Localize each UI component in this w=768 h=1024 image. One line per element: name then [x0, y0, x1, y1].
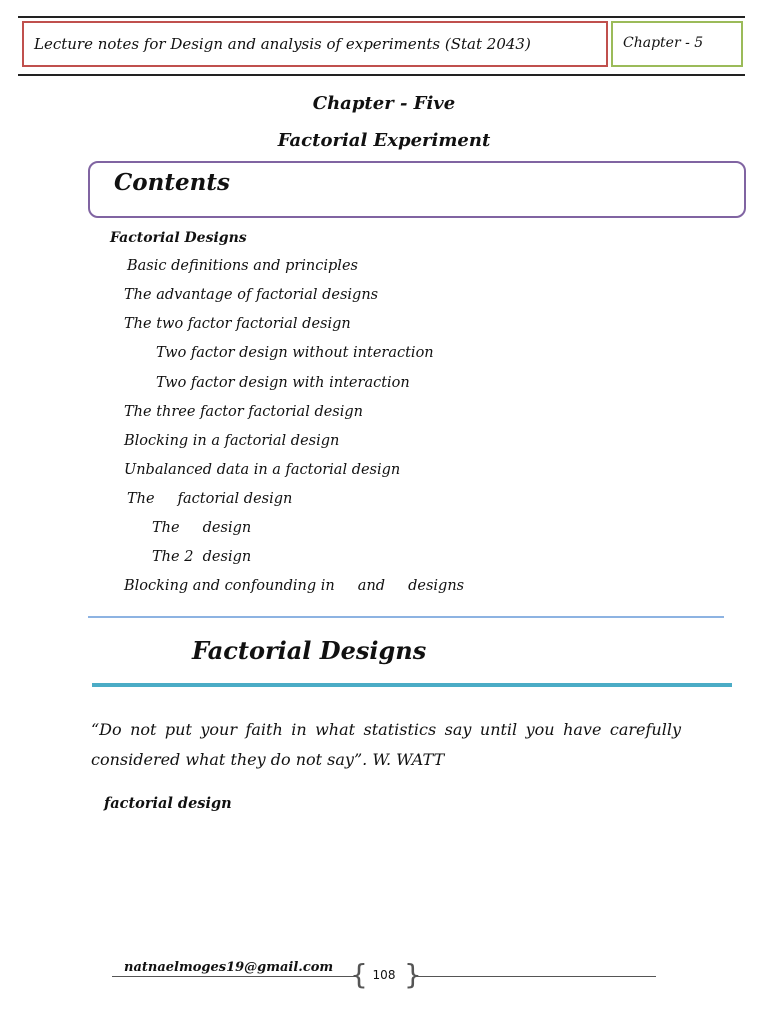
footer-rule-right — [414, 976, 656, 977]
toc-item[interactable]: Two factor design without interaction — [156, 345, 434, 361]
quote-text: “Do not put your faith in what statistics say until you have carefully considered what they do not say”. W. WATT — [91, 720, 681, 769]
subheading: factorial design — [104, 795, 232, 812]
section-divider-thick — [92, 683, 732, 687]
header-course-box — [22, 21, 608, 67]
toc-item[interactable]: The design — [152, 520, 252, 536]
section-divider-thin — [88, 616, 724, 618]
left-brace-icon: { — [350, 958, 368, 991]
toc-item[interactable]: Factorial Designs — [110, 230, 247, 246]
header-course-title: Lecture notes for Design and analysis of experiments (Stat 2043) — [34, 35, 531, 53]
toc-item[interactable]: The two factor factorial design — [124, 316, 351, 332]
toc-item[interactable]: Basic definitions and principles — [127, 258, 358, 274]
toc-item[interactable]: Two factor design with interaction — [156, 375, 410, 391]
header-chapter-label: Chapter - 5 — [623, 35, 704, 51]
contents-box — [88, 161, 746, 218]
toc-item[interactable]: The factorial design — [127, 491, 293, 507]
footer-rule-left — [112, 976, 355, 977]
toc-item[interactable]: The three factor factorial design — [124, 404, 364, 420]
toc-item[interactable]: The 2 design — [152, 549, 252, 565]
page-number: 108 — [372, 968, 396, 982]
contents-heading: Contents — [114, 169, 230, 196]
header-chapter-box — [611, 21, 743, 67]
toc-item[interactable]: The advantage of factorial designs — [124, 287, 379, 303]
toc-item[interactable]: Unbalanced data in a factorial design — [124, 462, 401, 478]
toc-item[interactable]: Blocking in a factorial design — [124, 433, 340, 449]
footer-email: natnaelmoges19@gmail.com — [124, 960, 334, 975]
toc-item[interactable]: Blocking and confounding in and designs — [124, 578, 465, 594]
right-brace-icon: } — [404, 958, 422, 991]
chapter-subtitle: Factorial Experiment — [277, 130, 491, 151]
chapter-title: Chapter - Five — [312, 93, 456, 114]
section-title: Factorial Designs — [192, 636, 427, 665]
